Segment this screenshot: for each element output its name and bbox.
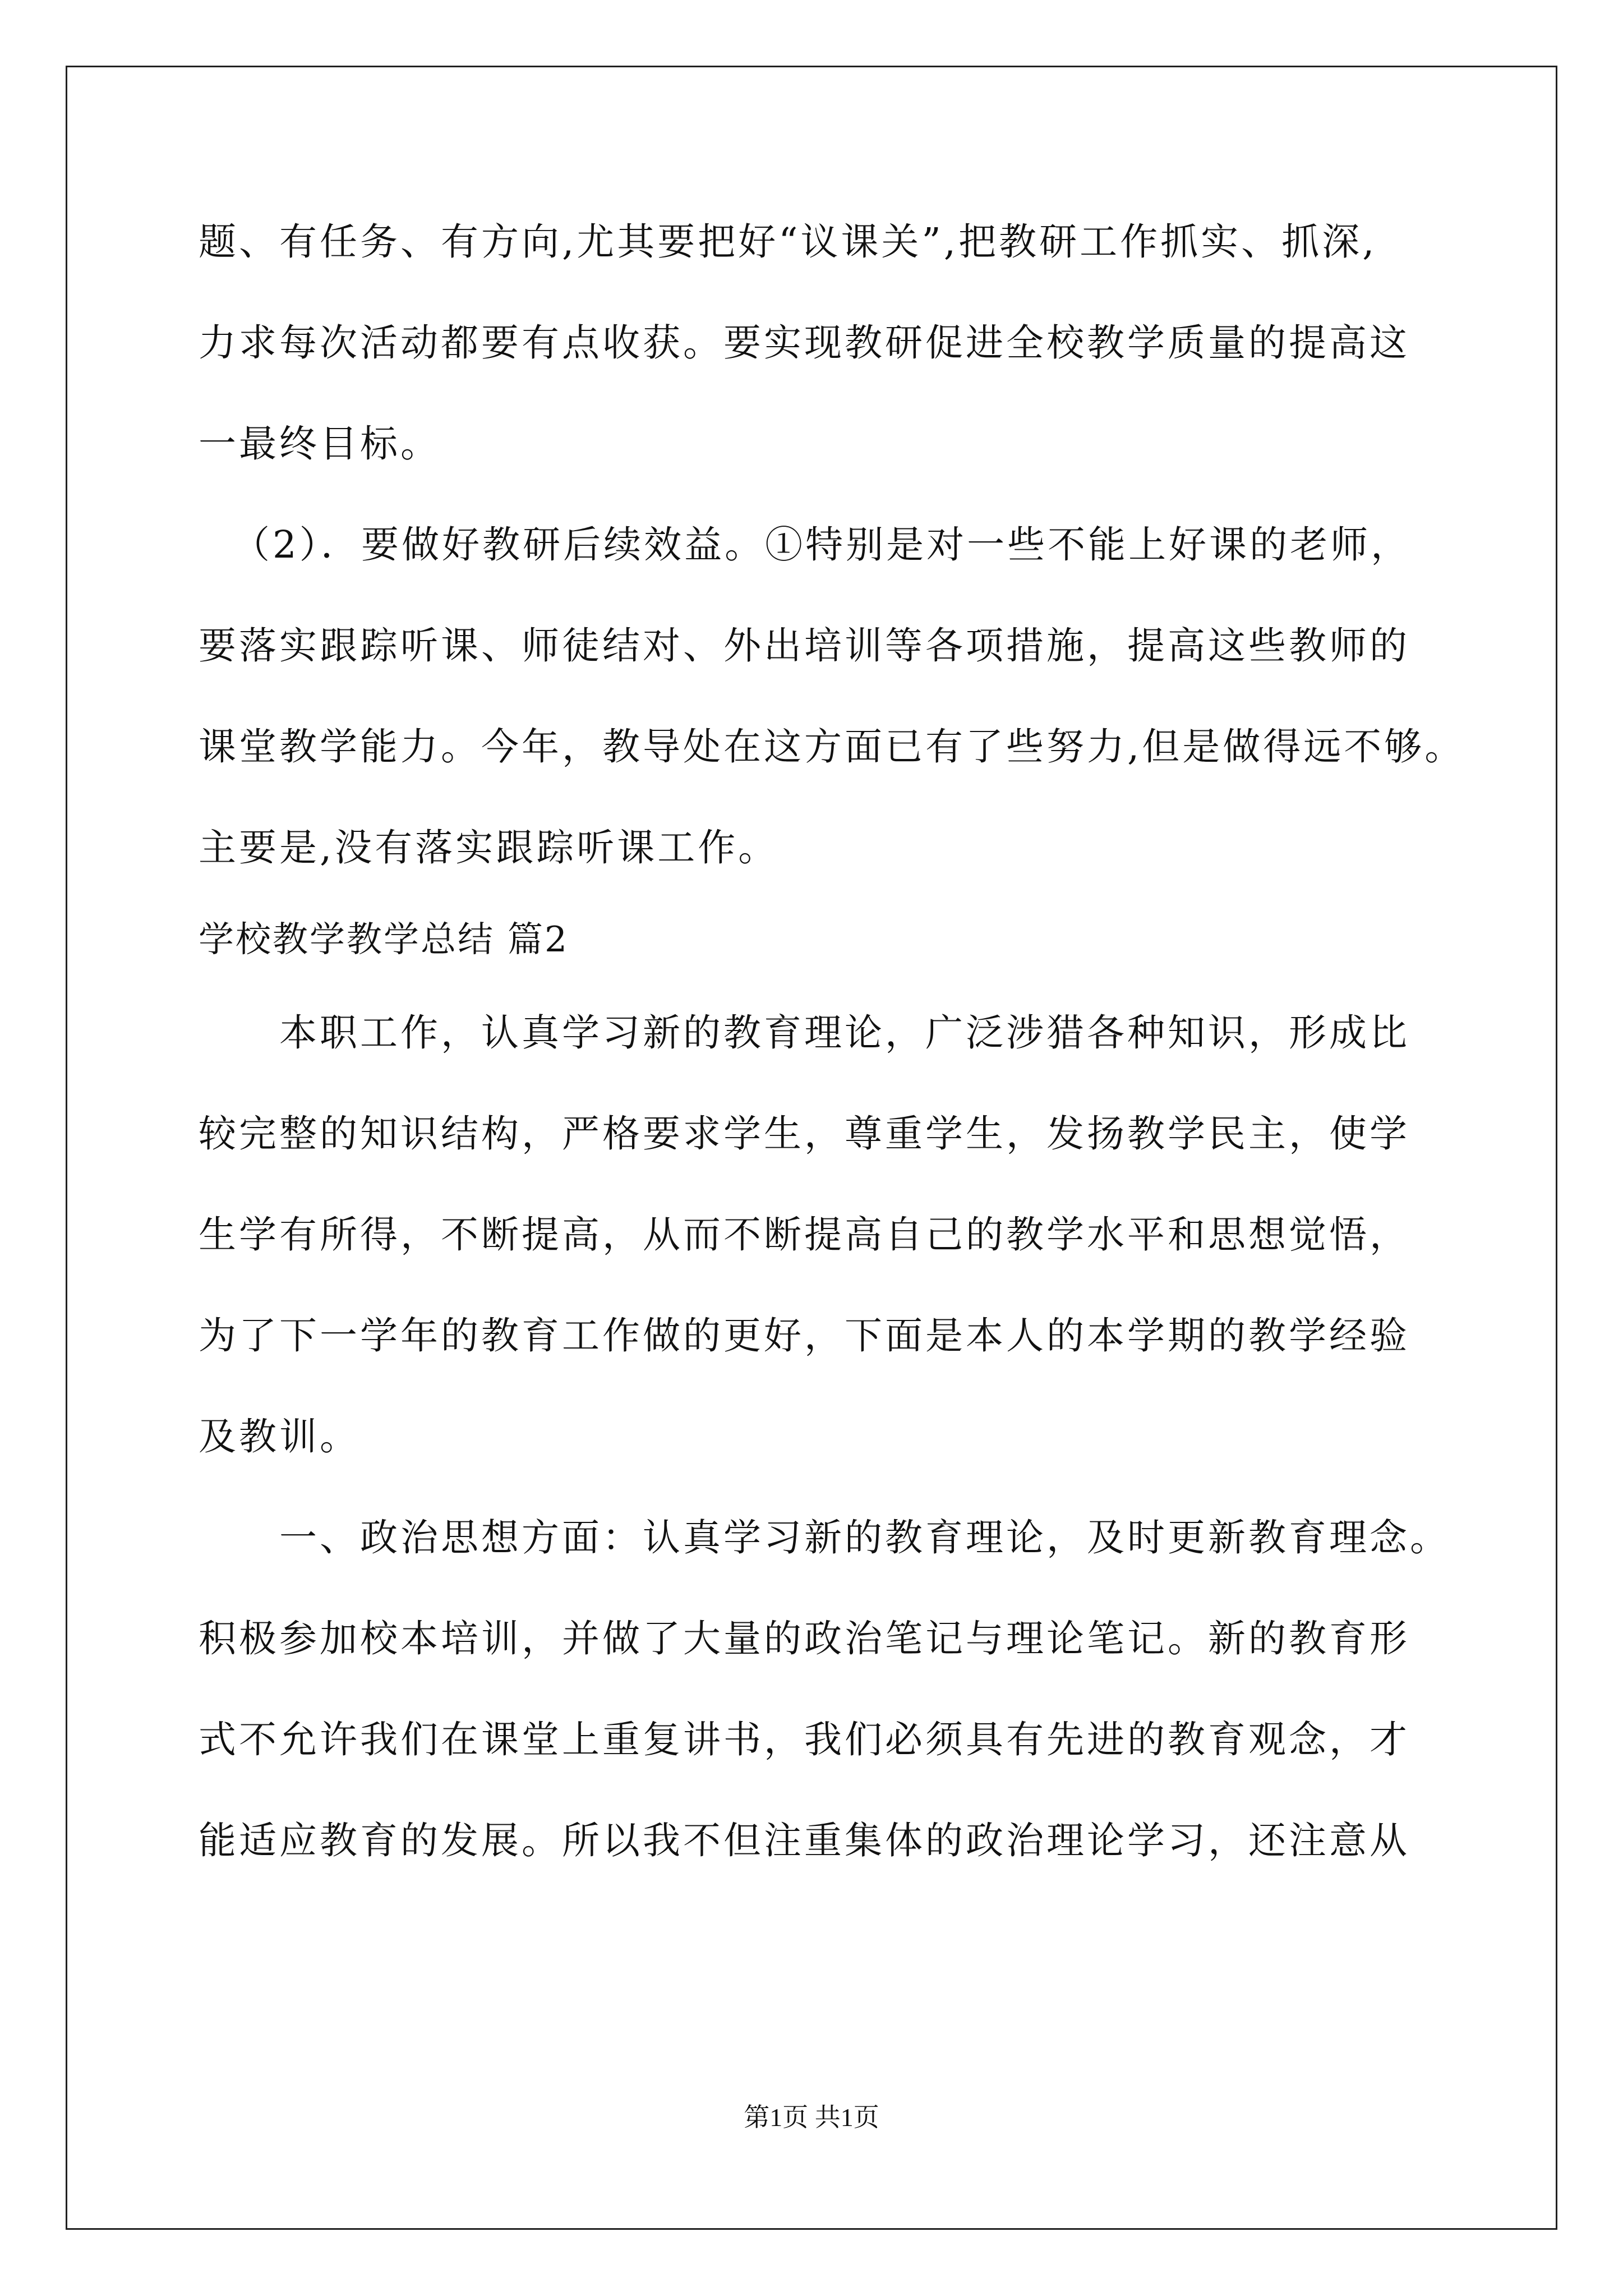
page-footer: 第1页 共1页 <box>744 2103 879 2132</box>
paragraph-line: （2）．要做好教研后续效益。①特别是对一些不能上好课的老师， <box>232 523 1412 567</box>
paragraph-line: 一最终目标。 <box>199 422 441 466</box>
paragraph-line: 能适应教育的发展。所以我不但注重集体的政治理论学习，还注意从 <box>199 1819 1410 1862</box>
paragraph-line: 式不允许我们在课堂上重复讲书，我们必须具有先进的教育观念，才 <box>199 1718 1410 1761</box>
paragraph-line: 主要是,没有落实跟踪听课工作。 <box>199 826 779 869</box>
paragraph-line: 要落实跟踪听课、师徒结对、外出培训等各项措施，提高这些教师的 <box>199 624 1410 668</box>
paragraph-line: 题、有任务、有方向,尤其要把好“议课关”,把教研工作抓实、抓深, <box>199 220 1377 264</box>
paragraph-line: 较完整的知识结构，严格要求学生，尊重学生，发扬教学民主，使学 <box>199 1112 1410 1156</box>
paragraph-line: 积极参加校本培训，并做了大量的政治笔记与理论笔记。新的教育形 <box>199 1617 1410 1660</box>
paragraph-line: 力求每次活动都要有点收获。要实现教研促进全校教学质量的提高这 <box>199 321 1410 365</box>
paragraph-line: 一、政治思想方面：认真学习新的教育理论，及时更新教育理念。 <box>279 1516 1450 1559</box>
paragraph-line: 课堂教学能力。今年，教导处在这方面已有了些努力,但是做得远不够。 <box>199 725 1465 769</box>
paragraph-line: 及教训。 <box>199 1415 360 1458</box>
paragraph-line: 本职工作，认真学习新的教育理论，广泛涉猎各种知识，形成比 <box>279 1011 1410 1055</box>
paragraph-line: 为了下一学年的教育工作做的更好，下面是本人的本学期的教学经验 <box>199 1314 1410 1358</box>
section-heading: 学校教学教学总结 篇2 <box>199 919 569 960</box>
paragraph-line: 生学有所得，不断提高，从而不断提高自己的教学水平和思想觉悟， <box>199 1213 1410 1257</box>
